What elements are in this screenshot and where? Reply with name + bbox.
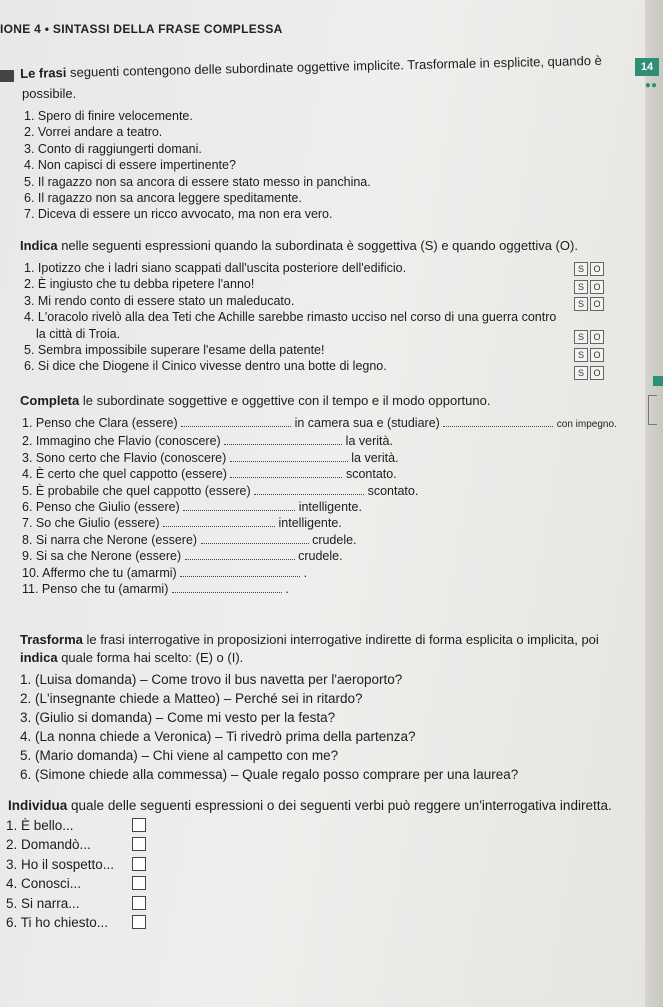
- blank-field[interactable]: [183, 499, 295, 511]
- exercise-instruction: quale delle seguenti espressioni o dei seguenti verbi può reggere un'interrogativa indiretta.: [71, 798, 612, 813]
- list-item: 1. Ipotizzo che i ladri siano scappati dall'uscita posteriore dell'edificio.: [24, 261, 407, 275]
- exercise-keyword: Le frasi: [20, 64, 67, 81]
- fill-item: 8. Si narra che Nerone (essere) crudele.: [22, 532, 357, 547]
- list-item: 4. (La nonna chiede a Veronica) – Ti rivedrò prima della partenza?: [20, 729, 416, 744]
- list-item: 7. Diceva di essere un ricco avvocato, ma non era vero.: [24, 207, 333, 222]
- choice-s[interactable]: S: [574, 366, 588, 380]
- list-item: 4. Non capisci di essere impertinente?: [24, 158, 236, 173]
- exercise-keyword: Individua: [8, 798, 68, 813]
- so-choice[interactable]: [574, 330, 604, 344]
- blank-field[interactable]: [185, 548, 295, 560]
- decorative-green-mark: [653, 376, 663, 386]
- choice-o[interactable]: O: [590, 330, 604, 344]
- fill-item: 3. Sono certo che Flavio (conoscere) la verità.: [22, 450, 399, 465]
- so-choice[interactable]: [574, 297, 604, 311]
- answer-box[interactable]: [132, 896, 146, 910]
- exercise-3: [20, 393, 630, 597]
- blank-field[interactable]: [254, 483, 364, 495]
- page-edge: [645, 0, 663, 1007]
- fill-item: 2. Immagino che Flavio (conoscere) la verità.: [22, 434, 393, 449]
- choice-o[interactable]: O: [590, 297, 604, 311]
- fill-item: 7. So che Giulio (essere) intelligente.: [22, 516, 342, 531]
- exercise-keyword: Completa: [20, 393, 80, 408]
- exercise-instruction: nelle seguenti espressioni quando la subordinata è soggettiva (S) e quando oggettiva (O).: [61, 238, 578, 253]
- answer-box[interactable]: [132, 837, 146, 851]
- exercise-keyword: indica: [20, 650, 58, 665]
- so-choice[interactable]: [574, 348, 604, 362]
- list-item: 2. Vorrei andare a teatro.: [24, 125, 163, 140]
- fill-item: 11. Penso che tu (amarmi) .: [22, 582, 289, 597]
- list-item-continuation: la città di Troia.: [36, 326, 121, 341]
- list-item: 5. Il ragazzo non sa ancora di essere stato messo in panchina.: [24, 174, 371, 189]
- blank-field[interactable]: [201, 532, 309, 544]
- blank-field[interactable]: [163, 515, 275, 527]
- so-choice[interactable]: [574, 262, 604, 276]
- exercise-instruction: le frasi interrogative in proposizioni interrogative indirette di forma esplicita o implicita, poi: [86, 632, 599, 647]
- list-item: 2. Domandò...: [6, 835, 206, 854]
- decorative-bracket: [648, 395, 657, 425]
- choice-s[interactable]: S: [574, 262, 588, 276]
- choice-o[interactable]: O: [590, 280, 604, 294]
- choice-o[interactable]: O: [590, 348, 604, 362]
- exercise-instruction-cont: quale forma hai scelto: (E) o (I).: [61, 650, 244, 665]
- list-item: 2. (L'insegnante chiede a Matteo) – Perché sei in ritardo?: [20, 691, 363, 706]
- exercise-instruction: seguenti contengono delle subordinate oggettive implicite. Trasformale in esplicite, quando è: [69, 52, 602, 80]
- exercise-keyword: Trasforma: [20, 632, 83, 647]
- exercise-instruction-cont: possibile.: [22, 86, 77, 101]
- exercise-5: [8, 798, 618, 814]
- exercise-marker: [0, 70, 14, 82]
- answer-box[interactable]: [132, 857, 146, 871]
- exercise-4: [20, 632, 630, 784]
- choice-s[interactable]: S: [574, 280, 588, 294]
- choice-o[interactable]: O: [590, 262, 604, 276]
- list-item: 4. L'oracolo rivelò alla dea Teti che Achille sarebbe rimasto ucciso nel corso di una guerra contro: [24, 310, 557, 325]
- list-item: 5. Si narra...: [6, 894, 206, 913]
- list-item: 1. (Luisa domanda) – Come trovo il bus navetta per l'aeroporto?: [20, 672, 403, 687]
- choice-s[interactable]: S: [574, 330, 588, 344]
- blank-field[interactable]: [230, 450, 348, 462]
- list-item: 6. Il ragazzo non sa ancora leggere speditamente.: [24, 191, 302, 206]
- blank-field[interactable]: [443, 415, 553, 427]
- exercise-2: [20, 238, 630, 375]
- so-choice[interactable]: [574, 366, 604, 380]
- list-item: 3. Conto di raggiungerti domani.: [24, 141, 202, 156]
- list-item: 5. Sembra impossibile superare l'esame della patente!: [24, 343, 325, 358]
- so-choice[interactable]: [574, 280, 604, 294]
- list-item: 3. (Giulio si domanda) – Come mi vesto per la festa?: [20, 710, 336, 725]
- exercise-keyword: Indica: [20, 238, 58, 253]
- list-item: 3. Ho il sospetto...: [6, 855, 206, 874]
- list-item: 6. Ti ho chiesto...: [6, 913, 206, 932]
- list-item: 6. Si dice che Diogene il Cinico vivesse dentro una botte di legno.: [24, 359, 387, 374]
- answer-box[interactable]: [132, 915, 146, 929]
- list-item: 3. Mi rendo conto di essere stato un maleducato.: [24, 293, 295, 308]
- answer-box[interactable]: [132, 876, 146, 890]
- exercise-badge: 14: [635, 58, 659, 76]
- list-item: 5. (Mario domanda) – Chi viene al campetto con me?: [20, 748, 339, 763]
- fill-item: 6. Penso che Giulio (essere) intelligente.: [22, 500, 362, 515]
- blank-field[interactable]: [224, 433, 342, 445]
- exercise-5-list: [6, 816, 206, 932]
- fill-item: 10. Affermo che tu (amarmi) .: [22, 565, 308, 580]
- list-item: 6. (Simone chiede alla commessa) – Quale regalo posso comprare per una laurea?: [20, 767, 519, 782]
- blank-field[interactable]: [230, 466, 342, 478]
- fill-item: 4. È certo che quel cappotto (essere) scontato.: [22, 467, 397, 482]
- fill-item: 1. Penso che Clara (essere) in camera sua e (studiare) con impegno.: [22, 416, 617, 430]
- exercise-instruction: le subordinate soggettive e oggettive con il tempo e il modo opportuno.: [82, 393, 491, 408]
- choice-s[interactable]: S: [574, 297, 588, 311]
- fill-item: 5. È probabile che quel cappotto (essere) scontato.: [22, 483, 419, 498]
- answer-box[interactable]: [132, 818, 146, 832]
- fill-item: 9. Si sa che Nerone (essere) crudele.: [22, 549, 343, 564]
- choice-o[interactable]: O: [590, 366, 604, 380]
- list-item: 4. Conosci...: [6, 874, 206, 893]
- blank-field[interactable]: [181, 415, 291, 427]
- list-item: 1. È bello...: [6, 816, 206, 835]
- list-item: 1. Spero di finire velocemente.: [24, 109, 193, 123]
- page-header: IONE 4 • SINTASSI DELLA FRASE COMPLESSA: [0, 22, 283, 36]
- blank-field[interactable]: [180, 565, 300, 577]
- decorative-dots-icon: ●●: [644, 80, 657, 91]
- choice-s[interactable]: S: [574, 348, 588, 362]
- exercise-1: [20, 52, 630, 223]
- list-item: 2. È ingiusto che tu debba ripetere l'anno!: [24, 277, 255, 292]
- blank-field[interactable]: [172, 581, 282, 593]
